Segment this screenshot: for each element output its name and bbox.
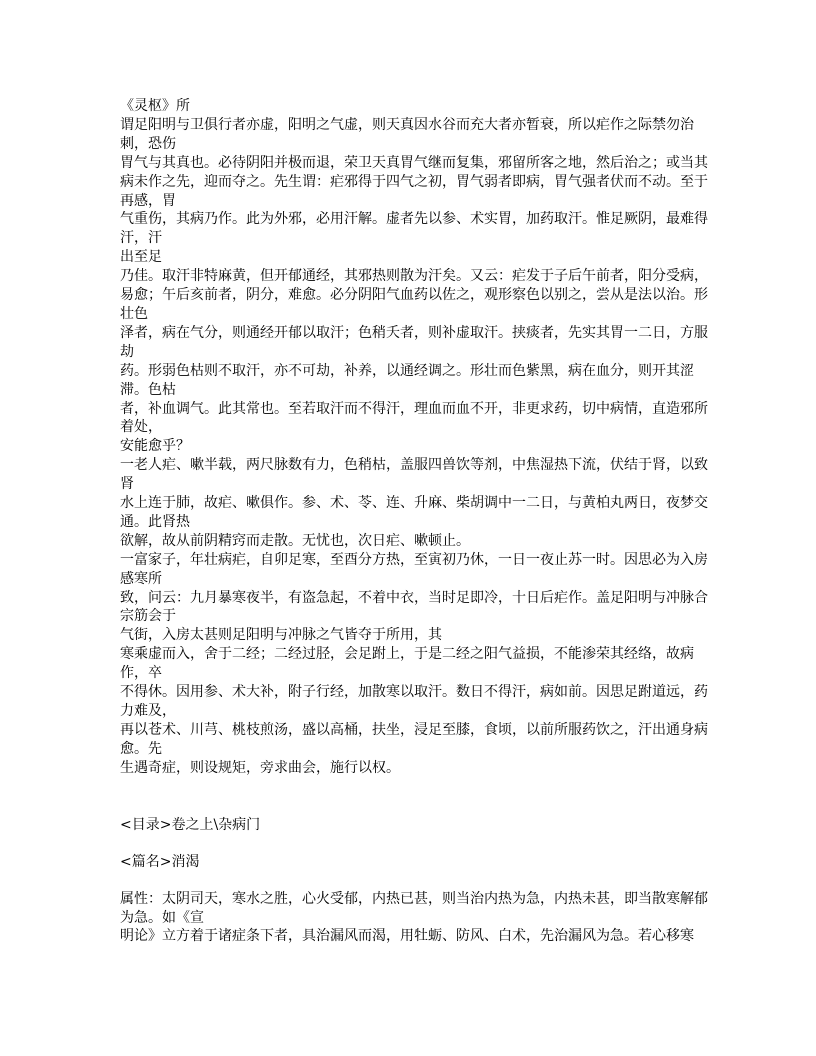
document-page — [120, 97, 710, 946]
catalog-line: <目录>卷之上\杂病门 — [120, 816, 261, 833]
text-line: 出至足 — [120, 249, 162, 266]
chapter-title: <篇名>消渴 — [120, 853, 200, 870]
text-line: 药。形弱色枯则不取汗，亦不可劫，补养，以通经调之。形壮而色紫黑，病在血分，则开其涩滞。色枯 — [120, 362, 694, 398]
text-line: 《灵枢》所 — [120, 98, 190, 114]
attribute-line: 属性：太阴司天，寒水之胜，心火受郁，内热已甚，则当治内热为急，内热未甚，即当散寒解郁为急。如《宣 — [120, 890, 708, 926]
text-line: 病未作之先，迎而夺之。先生谓：疟邪得于四气之初，胃气弱者即病，胃气强者伏而不动。至于再感，胃 — [120, 173, 708, 209]
text-line: 泽者，病在气分，则通经开郁以取汗；色稍夭者，则补虚取汗。挟痰者，先实其胃一二日，方服劫 — [120, 324, 708, 360]
text-line: 欲解，故从前阴精窍而走散。无忧也，次日疟、嗽顿止。 — [120, 532, 470, 549]
text-line: 不得休。因用参、术大补，附子行经，加散寒以取汗。数日不得汗，病如前。因思足跗道远，药力难及， — [120, 684, 708, 719]
text-line: 胃气与其真也。必待阴阳并极而退，荣卫天真胃气继而复集，邪留所客之地，然后治之；或当其 — [120, 154, 708, 171]
text-line: 再以苍术、川芎、桃枝煎汤，盛以高桶，扶坐，浸足至膝，食顷，以前所服药饮之，汗出通身病愈。先 — [120, 721, 708, 757]
text-line: 一富家子，年壮病疟，自卯足寒，至酉分方热，至寅初乃休，一日一夜止苏一时。因思必为入房感寒所 — [120, 551, 708, 587]
text-line: 者，补血调气。此其常也。至若取汗而不得汗，理血而血不开，非更求药，切中病情，直造邪所着处， — [120, 400, 708, 436]
attribute-line: 明论》立方着于诸症条下者，具治漏风而渴，用牡蛎、防风、白术，先治漏风为急。若心移寒 — [120, 928, 694, 945]
text-line: 乃佳。取汗非特麻黄，但开郁通经，其邪热则散为汗矣。又云：疟发于子后午前者，阳分受病，易愈；午后亥前者，阴分，难愈。必分阴阳气血药以佐之，观形察色以别之，尝从是法以治。形壮色 — [120, 268, 708, 322]
text-line: 生遇奇症，则设规矩，旁求曲会，施行以权。 — [120, 759, 400, 776]
text-line: 水上连于肺，故疟、嗽俱作。参、术、苓、连、升麻、柴胡调中一二日，与黄柏丸两日，夜梦交通。此肾热 — [120, 495, 708, 530]
text-line: 谓足阳明与卫俱行者亦虚，阳明之气虚，则天真因水谷而充大者亦暂衰，所以疟作之际禁勿治刺，恐伤 — [120, 116, 694, 152]
text-line: 气街，入房太甚则足阳明与冲脉之气皆夺于所用，其 — [120, 627, 442, 644]
attribute-text-block — [120, 890, 710, 947]
text-line: 安能愈乎？ — [120, 438, 190, 455]
section-header — [120, 816, 710, 947]
text-line: 寒乘虚而入，舍于二经；二经过胫，会足跗上，于是二经之阳气益损，不能渗荣其经络，故病作，卒 — [120, 646, 694, 682]
text-line: 一老人疟、嗽半载，两尺脉数有力，色稍枯，盖服四兽饮等剂，中焦湿热下流，伏结于肾，以致肾 — [120, 457, 708, 493]
text-line: 气重伤，其病乃作。此为外邪，必用汗解。虚者先以参、术实胃，加药取汗。惟足厥阴，最难得汗，汗 — [120, 211, 708, 247]
text-line: 致，问云：九月暴寒夜半，有盗急起，不着中衣，当时足即冷，十日后疟作。盖足阳明与冲脉合宗筋会于 — [120, 589, 708, 625]
main-text-block — [120, 97, 710, 778]
